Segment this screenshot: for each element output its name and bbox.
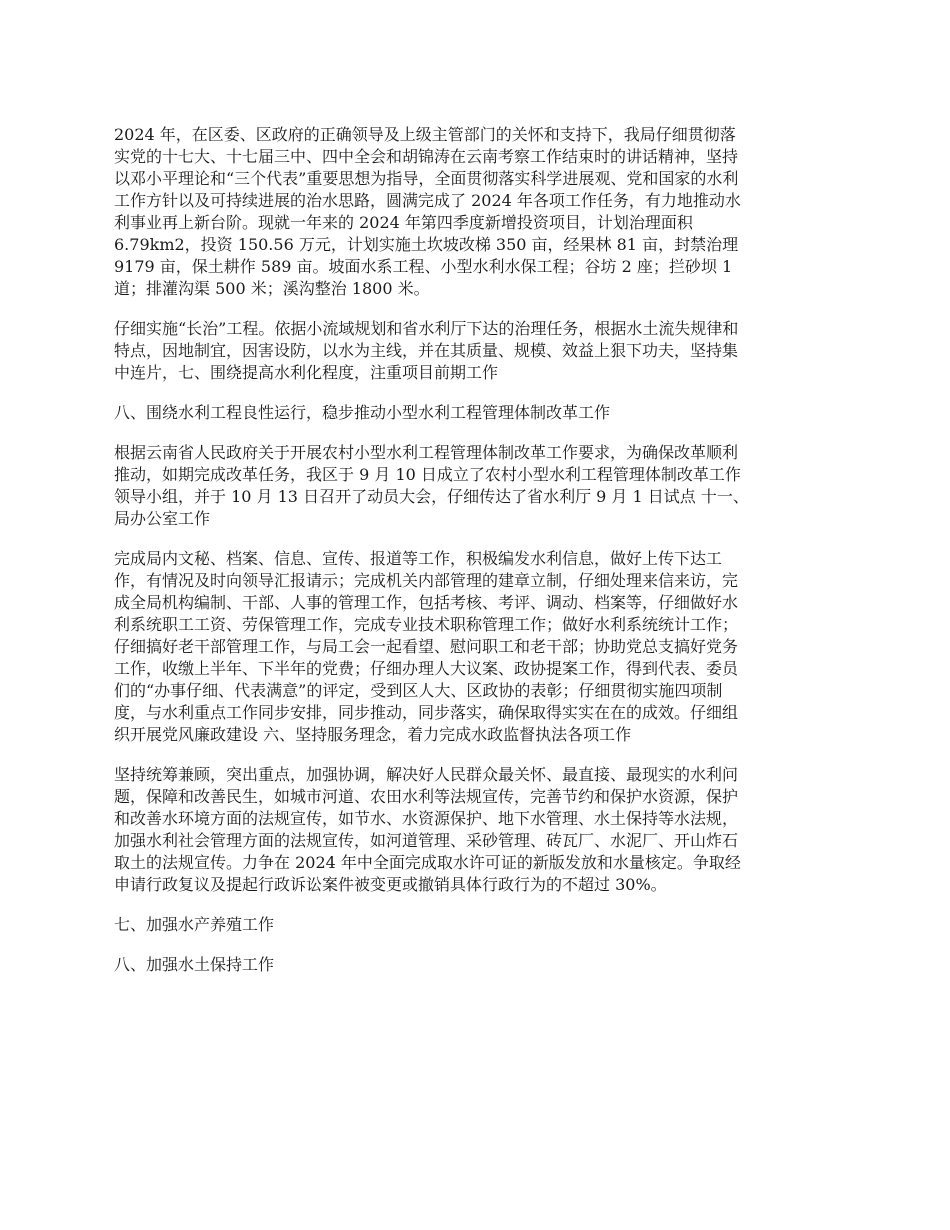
paragraph-reform [114,442,840,530]
text-line: 局办公室工作 [114,509,211,528]
text-line: 中连片，七、围绕提高水利化程度，注重项目前期工作 [114,363,499,382]
document-page [114,124,840,994]
text-line: 取土的法规宣传。力争在 2024 年中全面完成取水许可证的新版发放和水量核定。争取经 [114,853,741,872]
text-line: 题，保障和改善民生，如城市河道、农田水利等法规宣传，完善节约和保护水资源，保护 [114,787,739,806]
section-heading [114,402,840,424]
text-line: 坚持统筹兼顾，突出重点，加强协调，解决好人民群众最关怀、最直接、最现实的水利问 [114,765,739,784]
paragraph-office [114,548,840,746]
text-line: 七、加强水产养殖工作 [114,915,275,934]
text-line: 领导小组，并于 10 月 13 日召开了动员大会，仔细传达了省水利厅 9 月 1 日试点 十一、 [114,487,749,506]
text-line: 推动，如期完成改革任务，我区于 9 月 10 日成立了农村小型水利工程管理体制改革工作 [114,465,741,484]
text-line: 申请行政复议及提起行政诉讼案件被变更或撤销具体行政行为的不超过 30%。 [114,875,667,894]
text-line: 织开展党风廉政建设 六、坚持服务理念，着力完成水政监督执法各项工作 [114,725,632,744]
text-line: 2024 年，在区委、区政府的正确领导及上级主管部门的关怀和支持下，我局仔细贯彻落 [114,125,736,144]
paragraph-changzhi [114,318,840,384]
text-line: 们的“办事仔细、代表满意”的评定，受到区人大、区政协的表彰；仔细贯彻实施四项制 [114,681,723,700]
text-line: 利事业再上新台阶。现就一年来的 2024 年第四季度新增投资项目，计划治理面积 [114,213,693,232]
text-line: 度，与水利重点工作同步安排，同步推动，同步落实，确保取得实实在在的成效。仔细组 [114,703,739,722]
text-line: 6.79km2，投资 150.56 万元，计划实施土坎坡改梯 350 亩，经果林 81 亩，封禁治理 [114,235,739,254]
text-line: 加强水利社会管理方面的法规宣传，如河道管理、采砂管理、砖瓦厂、水泥厂、开山炸石 [114,831,739,850]
text-line: 特点，因地制宜，因害设防，以水为主线，并在其质量、规模、效益上狠下功夫，坚持集 [114,341,739,360]
text-line: 道；排灌沟渠 500 米；溪沟整治 1800 米。 [114,279,430,298]
text-line: 作，有情况及时向领导汇报请示；完成机关内部管理的建章立制，仔细处理来信来访，完 [114,571,739,590]
text-line: 成全局机构编制、干部、人事的管理工作，包括考核、考评、调动、档案等，仔细做好水 [114,593,739,612]
section-heading [114,954,840,976]
text-line: 仔细搞好老干部管理工作，与局工会一起看望、慰问职工和老干部；协助党总支搞好党务 [114,637,739,656]
text-line: 工作方针以及可持续进展的治水思路，圆满完成了 2024 年各项工作任务，有力地推动水 [114,191,741,210]
section-heading [114,914,840,936]
text-line: 工作，收缴上半年、下半年的党费；仔细办理人大议案、政协提案工作，得到代表、委员 [114,659,739,678]
text-line: 以邓小平理论和“三个代表”重要思想为指导，全面贯彻落实科学进展观、党和国家的水利 [114,169,739,188]
text-line: 实党的十七大、十七届三中、四中全会和胡锦涛在云南考察工作结束时的讲话精神，坚持 [114,147,739,166]
text-line: 完成局内文秘、档案、信息、宣传、报道等工作，积极编发水利信息，做好上传下达工 [114,549,723,568]
text-line: 和改善水环境方面的法规宣传，如节水、水资源保护、地下水管理、水土保持等水法规， [114,809,739,828]
paragraph-intro [114,124,840,300]
text-line: 八、围绕水利工程良性运行，稳步推动小型水利工程管理体制改革工作 [114,403,611,422]
paragraph-law [114,764,840,896]
text-line: 八、加强水土保持工作 [114,955,275,974]
text-line: 9179 亩，保土耕作 589 亩。坡面水系工程、小型水利水保工程；谷坊 2 座；拦砂坝 1 [114,257,733,276]
text-line: 仔细实施“长治”工程。依据小流域规划和省水利厅下达的治理任务，根据水土流失规律和 [114,319,739,338]
text-line: 根据云南省人民政府关于开展农村小型水利工程管理体制改革工作要求，为确保改革顺利 [114,443,739,462]
text-line: 利系统职工工资、劳保管理工作，完成专业技术职称管理工作；做好水利系统统计工作； [114,615,739,634]
